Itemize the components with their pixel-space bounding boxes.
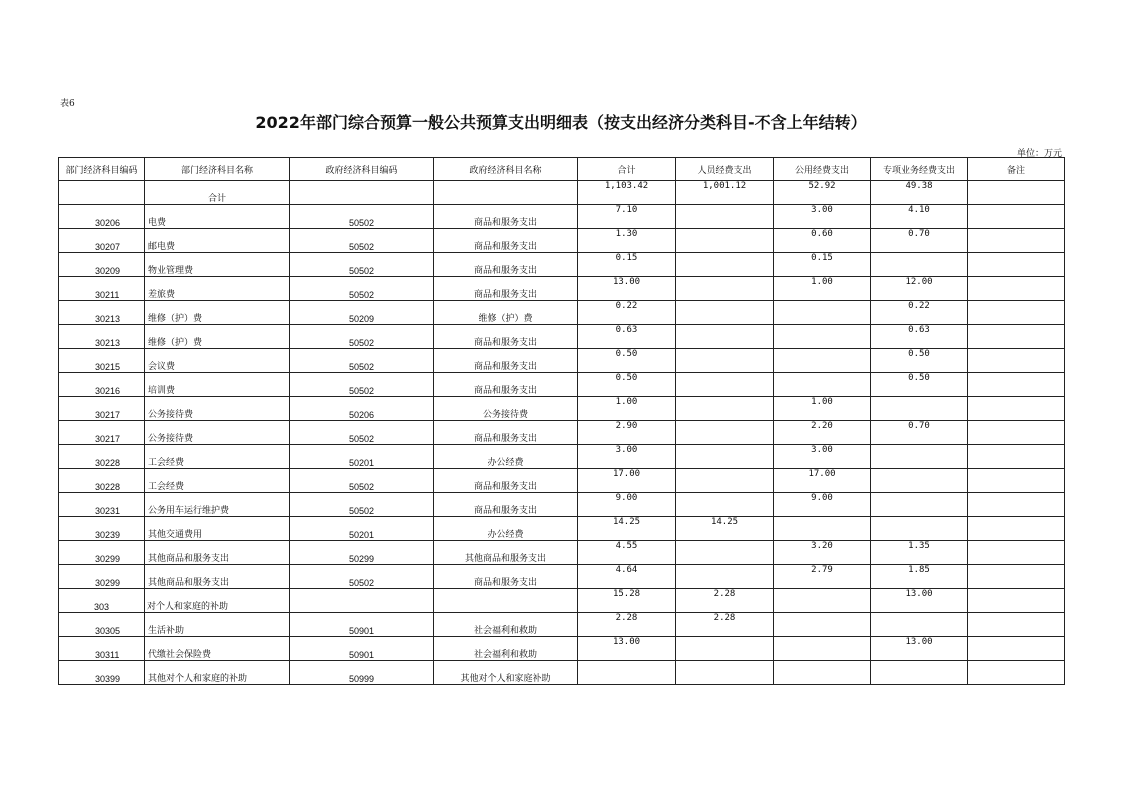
table-row: [59, 421, 1065, 445]
personnel-cell: [676, 253, 774, 277]
public-cell: [774, 637, 871, 661]
gov-code-cell: 50999: [290, 661, 434, 685]
note-cell: [968, 397, 1065, 421]
special-cell: 0.70: [871, 229, 968, 253]
total-note: [968, 181, 1065, 205]
special-cell: 0.22: [871, 301, 968, 325]
table-row: [59, 541, 1065, 565]
dept-code-cell: 30206: [59, 205, 145, 229]
gov-name-cell: 社会福利和救助: [434, 613, 578, 637]
total-cell: 13.00: [578, 637, 676, 661]
personnel-cell: [676, 469, 774, 493]
dept-name-cell: 差旅费: [145, 277, 290, 301]
table-row: [59, 349, 1065, 373]
header-dept-code: 部门经济科目编码: [59, 158, 145, 181]
special-cell: 12.00: [871, 277, 968, 301]
header-public: 公用经费支出: [774, 158, 871, 181]
public-cell: 3.00: [774, 445, 871, 469]
public-cell: [774, 325, 871, 349]
gov-code-cell: 50502: [290, 277, 434, 301]
total-special: 49.38: [871, 181, 968, 205]
total-personnel: 1,001.12: [676, 181, 774, 205]
total-cell: 0.50: [578, 373, 676, 397]
gov-name-cell: 办公经费: [434, 517, 578, 541]
dept-code-cell: 30228: [59, 469, 145, 493]
table-row: [59, 373, 1065, 397]
note-cell: [968, 349, 1065, 373]
table-row: [59, 661, 1065, 685]
header-gov-code: 政府经济科目编码: [290, 158, 434, 181]
table-body: [59, 181, 1065, 685]
public-cell: [774, 661, 871, 685]
gov-name-cell: 商品和服务支出: [434, 565, 578, 589]
total-cell: 2.90: [578, 421, 676, 445]
special-cell: 0.70: [871, 421, 968, 445]
dept-name-cell: 工会经费: [145, 469, 290, 493]
dept-name-cell: 工会经费: [145, 445, 290, 469]
total-label: 合计: [145, 181, 290, 205]
total-cell: 1.00: [578, 397, 676, 421]
personnel-cell: [676, 229, 774, 253]
special-cell: [871, 493, 968, 517]
total-cell: 0.63: [578, 325, 676, 349]
header-personnel: 人员经费支出: [676, 158, 774, 181]
special-cell: 13.00: [871, 589, 968, 613]
total-cell: 4.55: [578, 541, 676, 565]
header-gov-name: 政府经济科目名称: [434, 158, 578, 181]
personnel-cell: [676, 661, 774, 685]
total-row: [59, 181, 1065, 205]
total-cell: [578, 661, 676, 685]
note-cell: [968, 325, 1065, 349]
gov-code-cell: 50299: [290, 541, 434, 565]
total-gov-code: [290, 181, 434, 205]
dept-code-cell: 30231: [59, 493, 145, 517]
special-cell: [871, 469, 968, 493]
public-cell: [774, 301, 871, 325]
dept-name-cell: 电费: [145, 205, 290, 229]
public-cell: [774, 613, 871, 637]
header-note: 备注: [968, 158, 1065, 181]
total-cell: 9.00: [578, 493, 676, 517]
gov-name-cell: [434, 589, 578, 613]
total-cell: 15.28: [578, 589, 676, 613]
dept-code-cell: 30213: [59, 301, 145, 325]
budget-table: [58, 157, 1065, 685]
note-cell: [968, 493, 1065, 517]
table-row: [59, 397, 1065, 421]
note-cell: [968, 661, 1065, 685]
table-row: [59, 517, 1065, 541]
special-cell: 0.63: [871, 325, 968, 349]
table-row: [59, 589, 1065, 613]
gov-name-cell: 商品和服务支出: [434, 325, 578, 349]
personnel-cell: 14.25: [676, 517, 774, 541]
public-cell: 1.00: [774, 397, 871, 421]
dept-name-cell: 培训费: [145, 373, 290, 397]
gov-name-cell: 商品和服务支出: [434, 421, 578, 445]
header-row: [59, 158, 1065, 181]
unit-label: 单位：万元: [1016, 149, 1062, 159]
gov-code-cell: 50201: [290, 445, 434, 469]
dept-name-cell: 维修（护）费: [145, 325, 290, 349]
table-row: [59, 229, 1065, 253]
total-cell: 3.00: [578, 445, 676, 469]
gov-name-cell: 商品和服务支出: [434, 277, 578, 301]
gov-code-cell: 50901: [290, 613, 434, 637]
dept-code-cell: 30399: [59, 661, 145, 685]
table-row: [59, 493, 1065, 517]
table-row: [59, 301, 1065, 325]
table-row: [59, 445, 1065, 469]
gov-code-cell: 50502: [290, 349, 434, 373]
public-cell: 9.00: [774, 493, 871, 517]
total-cell: 2.28: [578, 613, 676, 637]
note-cell: [968, 613, 1065, 637]
personnel-cell: 2.28: [676, 613, 774, 637]
dept-code-cell: 30207: [59, 229, 145, 253]
gov-name-cell: 维修（护）费: [434, 301, 578, 325]
gov-name-cell: 其他对个人和家庭补助: [434, 661, 578, 685]
table-row: [59, 613, 1065, 637]
dept-code-cell: 30239: [59, 517, 145, 541]
gov-name-cell: 商品和服务支出: [434, 229, 578, 253]
gov-name-cell: 社会福利和救助: [434, 637, 578, 661]
personnel-cell: [676, 397, 774, 421]
personnel-cell: [676, 325, 774, 349]
dept-code-cell: 30299: [59, 565, 145, 589]
public-cell: [774, 517, 871, 541]
public-cell: 2.20: [774, 421, 871, 445]
dept-name-cell: 邮电费: [145, 229, 290, 253]
public-cell: 17.00: [774, 469, 871, 493]
gov-name-cell: 商品和服务支出: [434, 469, 578, 493]
table-row: [59, 277, 1065, 301]
total-dept-code: [59, 181, 145, 205]
public-cell: [774, 349, 871, 373]
public-cell: 1.00: [774, 277, 871, 301]
gov-code-cell: 50502: [290, 373, 434, 397]
dept-name-cell: 其他商品和服务支出: [145, 541, 290, 565]
dept-name-cell: 会议费: [145, 349, 290, 373]
note-cell: [968, 637, 1065, 661]
total-cell: 0.50: [578, 349, 676, 373]
dept-code-cell: 303: [59, 589, 145, 613]
page-title: 2022年部门综合预算一般公共预算支出明细表（按支出经济分类科目-不含上年结转）: [255, 113, 867, 132]
note-cell: [968, 469, 1065, 493]
gov-name-cell: 商品和服务支出: [434, 205, 578, 229]
dept-name-cell: 其他对个人和家庭的补助: [145, 661, 290, 685]
dept-code-cell: 30216: [59, 373, 145, 397]
dept-code-cell: 30215: [59, 349, 145, 373]
gov-code-cell: 50901: [290, 637, 434, 661]
table-row: [59, 469, 1065, 493]
dept-name-cell: 生活补助: [145, 613, 290, 637]
gov-code-cell: [290, 589, 434, 613]
header-dept-name: 部门经济科目名称: [145, 158, 290, 181]
note-cell: [968, 277, 1065, 301]
dept-code-cell: 30209: [59, 253, 145, 277]
public-cell: 3.00: [774, 205, 871, 229]
table-row: [59, 565, 1065, 589]
personnel-cell: [676, 373, 774, 397]
personnel-cell: [676, 421, 774, 445]
table-row: [59, 253, 1065, 277]
note-cell: [968, 421, 1065, 445]
gov-code-cell: 50201: [290, 517, 434, 541]
note-cell: [968, 229, 1065, 253]
special-cell: [871, 445, 968, 469]
gov-code-cell: 50502: [290, 469, 434, 493]
note-cell: [968, 589, 1065, 613]
total-cell: 0.22: [578, 301, 676, 325]
personnel-cell: [676, 277, 774, 301]
total-gov-name: [434, 181, 578, 205]
personnel-cell: [676, 541, 774, 565]
note-cell: [968, 517, 1065, 541]
gov-name-cell: 办公经费: [434, 445, 578, 469]
total-cell: 17.00: [578, 469, 676, 493]
total-cell: 13.00: [578, 277, 676, 301]
dept-name-cell: 对个人和家庭的补助: [145, 589, 290, 613]
table-row: [59, 205, 1065, 229]
special-cell: [871, 613, 968, 637]
gov-name-cell: 其他商品和服务支出: [434, 541, 578, 565]
total-public: 52.92: [774, 181, 871, 205]
personnel-cell: [676, 565, 774, 589]
gov-code-cell: 50502: [290, 421, 434, 445]
special-cell: 13.00: [871, 637, 968, 661]
total-cell: 1.30: [578, 229, 676, 253]
special-cell: [871, 661, 968, 685]
gov-name-cell: 公务接待费: [434, 397, 578, 421]
personnel-cell: [676, 301, 774, 325]
public-cell: 0.15: [774, 253, 871, 277]
special-cell: 0.50: [871, 349, 968, 373]
note-cell: [968, 205, 1065, 229]
dept-name-cell: 其他交通费用: [145, 517, 290, 541]
gov-code-cell: 50209: [290, 301, 434, 325]
public-cell: 2.79: [774, 565, 871, 589]
dept-code-cell: 30217: [59, 421, 145, 445]
special-cell: [871, 253, 968, 277]
total-amount: 1,103.42: [578, 181, 676, 205]
total-cell: 14.25: [578, 517, 676, 541]
note-cell: [968, 541, 1065, 565]
dept-code-cell: 30213: [59, 325, 145, 349]
total-cell: 7.10: [578, 205, 676, 229]
public-cell: 3.20: [774, 541, 871, 565]
gov-code-cell: 50206: [290, 397, 434, 421]
personnel-cell: [676, 349, 774, 373]
dept-code-cell: 30299: [59, 541, 145, 565]
gov-code-cell: 50502: [290, 565, 434, 589]
dept-name-cell: 其他商品和服务支出: [145, 565, 290, 589]
gov-code-cell: 50502: [290, 253, 434, 277]
gov-code-cell: 50502: [290, 325, 434, 349]
special-cell: 4.10: [871, 205, 968, 229]
dept-name-cell: 公务接待费: [145, 421, 290, 445]
personnel-cell: [676, 637, 774, 661]
dept-name-cell: 公务用车运行维护费: [145, 493, 290, 517]
personnel-cell: [676, 493, 774, 517]
special-cell: [871, 517, 968, 541]
gov-code-cell: 50502: [290, 205, 434, 229]
gov-name-cell: 商品和服务支出: [434, 493, 578, 517]
dept-name-cell: 代缴社会保险费: [145, 637, 290, 661]
personnel-cell: 2.28: [676, 589, 774, 613]
special-cell: [871, 397, 968, 421]
public-cell: [774, 589, 871, 613]
gov-name-cell: 商品和服务支出: [434, 349, 578, 373]
special-cell: 1.35: [871, 541, 968, 565]
dept-code-cell: 30211: [59, 277, 145, 301]
table-row: [59, 637, 1065, 661]
personnel-cell: [676, 205, 774, 229]
note-cell: [968, 301, 1065, 325]
table-row: [59, 325, 1065, 349]
gov-code-cell: 50502: [290, 493, 434, 517]
gov-name-cell: 商品和服务支出: [434, 253, 578, 277]
personnel-cell: [676, 445, 774, 469]
special-cell: 0.50: [871, 373, 968, 397]
special-cell: 1.85: [871, 565, 968, 589]
dept-code-cell: 30305: [59, 613, 145, 637]
public-cell: 0.60: [774, 229, 871, 253]
dept-code-cell: 30217: [59, 397, 145, 421]
dept-code-cell: 30311: [59, 637, 145, 661]
gov-name-cell: 商品和服务支出: [434, 373, 578, 397]
note-cell: [968, 445, 1065, 469]
gov-code-cell: 50502: [290, 229, 434, 253]
public-cell: [774, 373, 871, 397]
header-special: 专项业务经费支出: [871, 158, 968, 181]
note-cell: [968, 253, 1065, 277]
dept-code-cell: 30228: [59, 445, 145, 469]
total-cell: 0.15: [578, 253, 676, 277]
header-total: 合计: [578, 158, 676, 181]
dept-name-cell: 物业管理费: [145, 253, 290, 277]
note-cell: [968, 373, 1065, 397]
dept-name-cell: 公务接待费: [145, 397, 290, 421]
note-cell: [968, 565, 1065, 589]
dept-name-cell: 维修（护）费: [145, 301, 290, 325]
table-number: 表6: [60, 99, 75, 109]
total-cell: 4.64: [578, 565, 676, 589]
